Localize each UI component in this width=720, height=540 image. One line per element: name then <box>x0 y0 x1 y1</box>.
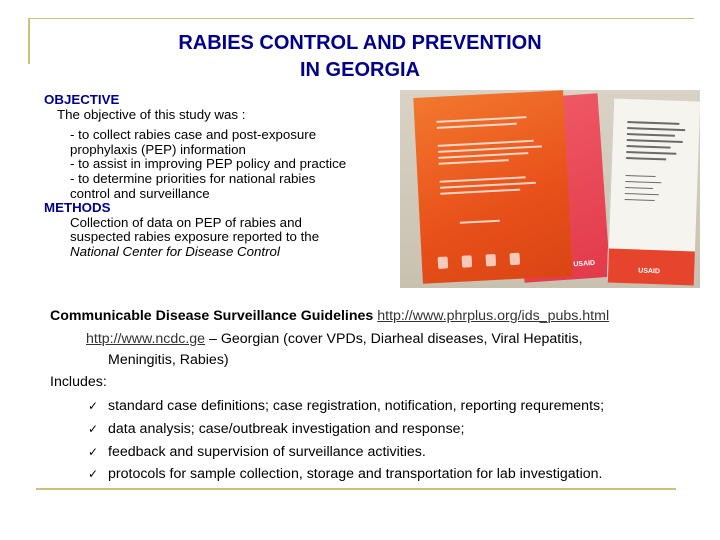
objective-heading: OBJECTIVE <box>44 92 120 107</box>
objective-item-3: - to assist in improving PEP policy and practice <box>70 156 347 172</box>
includes-item-text: protocols for sample collection, storage and transportation for lab investigation. <box>108 466 603 482</box>
orange-report-cover <box>413 90 573 284</box>
ncdc-description-cont: Meningitis, Rabies) <box>108 352 229 368</box>
cover-logo-1 <box>438 256 449 269</box>
guidelines-title-row <box>50 308 609 324</box>
decorative-bottom-line <box>36 488 676 490</box>
includes-item <box>88 466 602 482</box>
objective-methods-block <box>44 93 404 260</box>
ncdc-link[interactable]: http://www.ncdc.ge <box>86 331 206 347</box>
title-line-2: IN GEORGIA <box>299 59 420 81</box>
cover-logo-2 <box>462 255 473 268</box>
cover-logo-4 <box>509 253 520 266</box>
page-title <box>90 30 630 84</box>
includes-label: Includes: <box>50 374 107 390</box>
objective-item-4: - to determine priorities for national rabies <box>70 170 316 186</box>
methods-heading: METHODS <box>44 200 111 216</box>
methods-line-1: Collection of data on PEP of rabies and <box>70 214 302 230</box>
guidelines-title: Communicable Disease Surveillance Guidelines <box>50 308 374 324</box>
decorative-top-line <box>28 18 694 19</box>
ncdc-row <box>86 331 583 347</box>
reports-photo <box>400 90 700 288</box>
includes-item <box>88 444 426 460</box>
ncdc-description: – Georgian (cover VPDs, Diarheal diseases, Viral Hepatitis, <box>205 331 583 347</box>
includes-item-text: standard case definitions; case registration, notification, reporting requrements; <box>108 398 605 414</box>
objective-item-5: control and surveillance <box>70 185 210 201</box>
usaid-logo-text-2: USAID <box>638 267 661 276</box>
includes-item <box>88 398 604 414</box>
objective-intro: The objective of this study was : <box>57 106 246 122</box>
title-line-1: RABIES CONTROL AND PREVENTION <box>178 32 542 54</box>
checkmark-icon: ✓ <box>88 467 99 481</box>
includes-item-text: feedback and supervision of surveillance activities. <box>108 444 426 460</box>
objective-item-2: prophylaxis (PEP) information <box>70 141 246 157</box>
white-cover-red-band <box>608 248 695 285</box>
includes-item-text: data analysis; case/outbreak investigation and response; <box>108 421 465 437</box>
objective-item-1: - to collect rabies case and post-exposure <box>70 127 317 143</box>
white-report-cover <box>607 99 700 284</box>
phrplus-link[interactable]: http://www.phrplus.org/ids_pubs.html <box>377 308 610 324</box>
methods-line-3: National Center for Disease Control <box>70 243 280 259</box>
checkmark-icon: ✓ <box>88 399 99 413</box>
decorative-vertical-line <box>28 18 30 64</box>
methods-line-2: suspected rabies exposure reported to the <box>70 229 320 245</box>
checkmark-icon: ✓ <box>88 422 99 436</box>
usaid-logo-text: USAID <box>573 259 596 269</box>
includes-item <box>88 421 465 437</box>
checkmark-icon: ✓ <box>88 445 99 459</box>
cover-logo-3 <box>486 254 497 267</box>
